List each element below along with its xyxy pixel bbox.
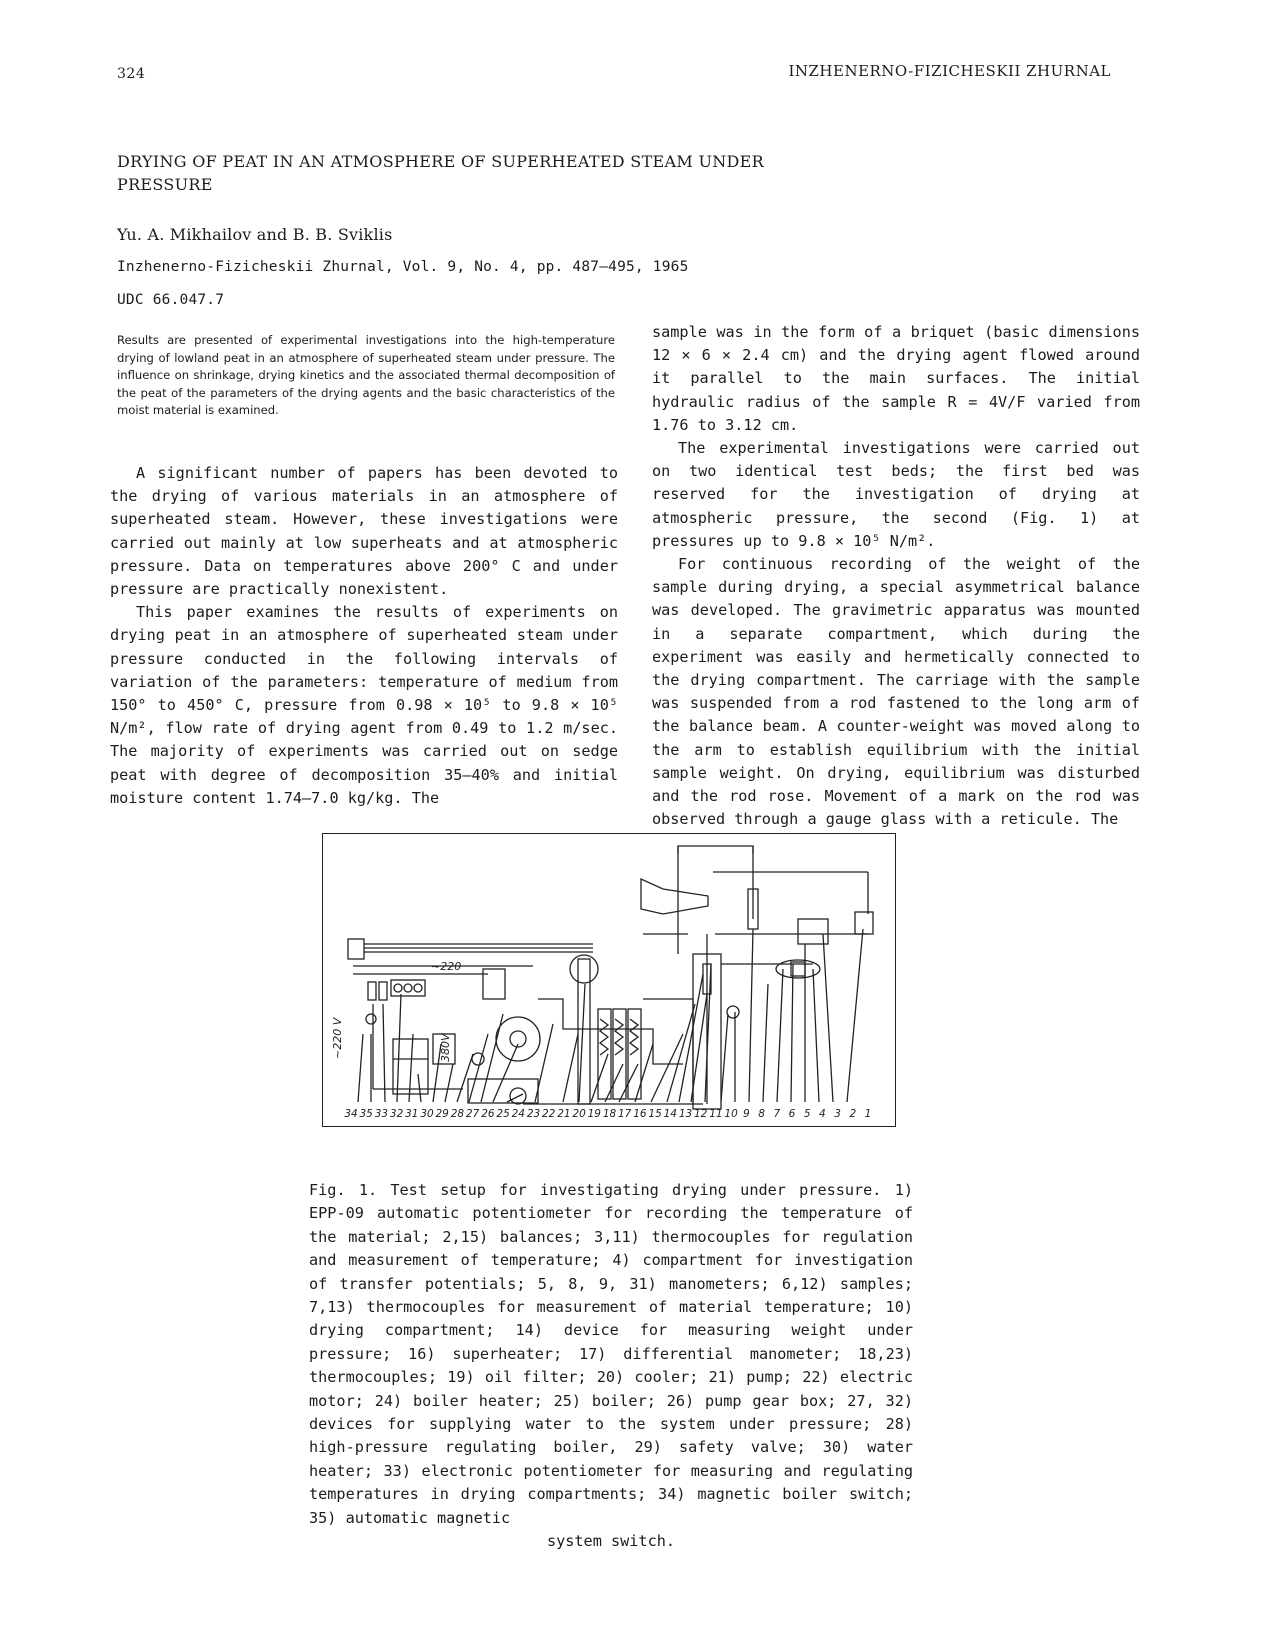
article-title: DRYING OF PEAT IN AN ATMOSPHERE OF SUPERHEATED STEAM UNDER PRESSURE <box>117 152 764 194</box>
paragraph: A significant number of papers has been devoted to the drying of various materials in an atmosphere of superheated steam. However, these investigations were carried out mainly at low superheats and at atmospheric pressure. Data on temperatures above 200° C and under pressure are practically nonexistent. <box>110 464 618 599</box>
callout-number: 35 <box>359 1108 373 1120</box>
callout-number: 22 <box>542 1108 556 1120</box>
callout-number: 9 <box>743 1108 750 1120</box>
voltage-label-left: ~220 V <box>331 1017 344 1059</box>
callout-number: 20 <box>572 1108 586 1120</box>
callout-number: 25 <box>496 1108 510 1120</box>
callout-number: 30 <box>420 1108 434 1120</box>
callout-number: 27 <box>465 1108 480 1120</box>
callout-number: 23 <box>526 1108 541 1120</box>
potentiometer-box <box>348 939 364 959</box>
paragraph: This paper examines the results of experiments on drying peat in an atmosphere of superheated steam under pressure conducted in the following intervals of variation of the parameters: temperature of medium from 150° to 450° C, pressure from 0.98 × 10⁵ to 9.8 × 10⁵ N/m², flow rate of drying agent from 0.49 to 1.2 m/sec. The majority of experiments was carried out on sedge peat with degree of decomposition 35–40% and initial moisture content 1.74–7.0 kg/kg. The <box>110 603 618 807</box>
callout-number: 3 <box>834 1108 841 1120</box>
callout-number: 18 <box>602 1108 617 1120</box>
voltage-label-top: ~220 <box>431 960 462 973</box>
callout-number: 28 <box>450 1108 465 1120</box>
callout-number: 16 <box>633 1108 647 1120</box>
callout-number: 34 <box>344 1108 358 1120</box>
figure-caption <box>309 1179 913 1554</box>
body-column-left <box>110 462 618 810</box>
abstract: Results are presented of experimental investigations into the high-temperature drying of lowland peat in an atmosphere of superheated steam under pressure. The influence on shrinkage, drying kinetics and the associated thermal decomposition of the peat of the parameters of the drying agents and the basic characteristics of the moist material is examined. <box>117 333 615 417</box>
callout-number: 7 <box>773 1108 781 1120</box>
callout-number: 33 <box>374 1108 389 1120</box>
callout-number: 32 <box>389 1108 404 1120</box>
callout-number: 17 <box>618 1108 632 1120</box>
authors: Yu. A. Mikhailov and B. B. Sviklis <box>117 225 393 244</box>
callout-number: 2 <box>849 1108 857 1120</box>
callout-number: 11 <box>709 1108 723 1120</box>
callout-number: 24 <box>511 1108 525 1120</box>
caption-last-line: system switch. <box>546 1532 675 1551</box>
callout-number: 13 <box>678 1108 693 1120</box>
pump <box>496 1017 540 1061</box>
callout-number: 21 <box>557 1108 571 1120</box>
callout-number: 6 <box>788 1108 796 1120</box>
paragraph: The experimental investigations were carried out on two identical test beds; the first bed was reserved for the investigation of drying at atmospheric pressure, the second (Fig. 1) at pressures up to 9.8 × 10⁵ N/m². <box>652 439 1140 550</box>
body-column-right <box>652 321 1140 831</box>
callout-number: 1 <box>864 1108 872 1120</box>
test-setup-schematic <box>323 834 895 1126</box>
callout-number: 8 <box>758 1108 765 1120</box>
callout-number: 15 <box>648 1108 662 1120</box>
voltage-label-pump: 380V <box>439 1033 452 1062</box>
paragraph: For continuous recording of the weight of the sample during drying, a special asymmetrical balance was developed. The gravimetric apparatus was mounted in a separate compartment, which during the experiment was easily and hermetically connected to the drying compartment. The carriage with the sample was suspended from a rod fastened to the long arm of the balance beam. A counter-weight was moved along to the arm to establish equilibrium with the initial sample weight. On drying, equilibrium was disturbed and the rod rose. Movement of a mark on the rod was observed through a gauge glass with a reticule. The <box>652 555 1140 829</box>
callout-number: 12 <box>694 1108 708 1120</box>
callout-number: 31 <box>405 1108 419 1120</box>
udc-code: UDC 66.047.7 <box>117 292 225 308</box>
callout-number: 29 <box>435 1108 449 1120</box>
caption-body: Fig. 1. Test setup for investigating drying under pressure. 1) EPP-09 automatic potentiometer for recording the temperature of the material; 2,15) balances; 3,11) thermocouples for regulation and measurement of temperature; 4) compartment for investigation of transfer potentials; 5, 8, 9, 31) manometers; 6,12) samples; 7,13) thermocouples for measurement of material temperature; 10) drying compartment; 14) device for measuring weight under pressure; 16) superheater; 17) differential manometer; 18,23) thermocouples; 19) oil filter; 20) cooler; 21) pump; 22) electric motor; 24) boiler heater; 25) boiler; 26) pump gear box; 27, 32) devices for supplying water to the system under pressure; 28) high-pressure regulating boiler, 29) safety valve; 30) water heater; 33) electronic potentiometer for measuring and regulating temperatures in drying compartments; 34) magnetic boiler switch; 35) automatic magnetic <box>309 1181 913 1527</box>
paragraph: sample was in the form of a briquet (basic dimensions 12 × 6 × 2.4 cm) and the drying agent flowed around it parallel to the main surfaces. The initial hydraulic radius of the sample R = 4V/F varied from 1.76 to 3.12 cm. <box>652 323 1140 434</box>
citation: Inzhenerno-Fizicheskii Zhurnal, Vol. 9, No. 4, pp. 487–495, 1965 <box>117 259 689 275</box>
callout-number: 4 <box>819 1108 826 1120</box>
callout-number: 10 <box>724 1108 738 1120</box>
balance-housing <box>641 879 708 914</box>
callout-number: 14 <box>663 1108 677 1120</box>
callout-number: 26 <box>481 1108 495 1120</box>
journal-running-head: INZHENERNO-FIZICHESKII ZHURNAL <box>788 62 1111 80</box>
callout-number: 5 <box>803 1108 811 1120</box>
page-number: 324 <box>117 66 146 82</box>
figure-1-diagram <box>322 833 896 1127</box>
callout-number: 19 <box>587 1108 601 1120</box>
